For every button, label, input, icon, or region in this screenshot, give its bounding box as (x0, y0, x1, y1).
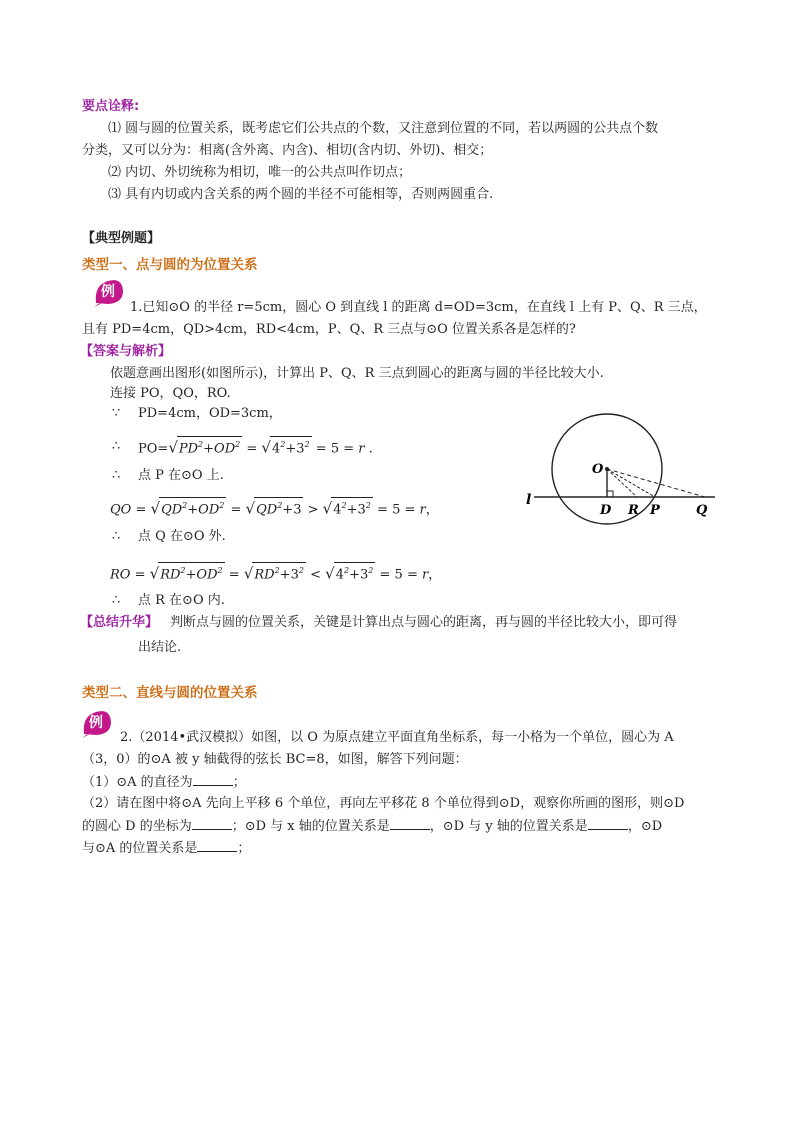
solution-step1: 依题意画出图形(如图所示)，计算出 P、Q、R 三点到圆心的距离与圆的半径比较大小. (110, 366, 604, 381)
segment-op (607, 469, 655, 497)
key-point-2: ⑵ 内切、外切统称为相切，唯一的公共点叫作切点； (108, 165, 412, 180)
label-o: O (592, 462, 604, 477)
answer-blank-y-axis[interactable] (588, 817, 628, 830)
type2-question-line1: 2.（2014•武汉模拟）如图，以 O 为原点建立平面直角坐标系，每一小格为一个单位，圆心为 A (120, 730, 674, 745)
key-points-title: 要点诠释: (82, 99, 140, 114)
summary-tag: 【总结升华】 (80, 615, 159, 630)
type1-question-line2: 且有 PD=4cm，QD>4cm，RD<4cm，P、Q、R 三点与⊙O 位置关系各是怎样的? (82, 322, 576, 337)
answer-tag: 【答案与解析】 (80, 344, 172, 359)
examples-header: 【典型例题】 (82, 231, 161, 246)
type2-part2-line3: 与⊙A 的位置关系是 ； (82, 841, 251, 856)
therefore-symbol-1: ∴ (112, 439, 121, 454)
answer-blank-diameter[interactable] (193, 773, 233, 786)
qo-formula: QO = $√QD^2+OD^2 = √QD^2+3 > √4^2+3^2 = 5 = r$， (110, 497, 439, 519)
answer-blank-x-axis[interactable] (390, 817, 430, 830)
answer-blank-center-d[interactable] (192, 817, 232, 830)
po-label: PO= (138, 441, 169, 457)
summary-line2: 出结论. (138, 640, 182, 655)
solution-p-on-circle: 点 P 在⊙O 上. (138, 468, 224, 483)
solution-q-outside: 点 Q 在⊙O 外. (138, 529, 226, 544)
type2-question-line2: （3，0）的⊙A 被 y 轴截得的弦长 BC=8，如图，解答下列问题： (82, 752, 468, 767)
therefore-symbol-2: ∴ (112, 468, 121, 483)
circle-line-figure (520, 410, 720, 530)
because-symbol: ∵ (112, 406, 121, 421)
label-l: l (526, 492, 532, 508)
type1-question-line1: 1.已知⊙O 的半径 r=5cm，圆心 O 到直线 l 的距离 d=OD=3cm，在直线 l 上有 P、Q、R 三点， (130, 300, 707, 315)
example-badge-label-2: 例 (89, 715, 103, 731)
therefore-symbol-4: ∴ (112, 593, 121, 608)
label-d: D (600, 503, 612, 518)
solution-r-inside: 点 R 在⊙O 内. (138, 593, 225, 608)
label-p: P (650, 503, 660, 518)
solution-step2: 连接 PO，QO，RO. (110, 386, 231, 401)
type1-title: 类型一、点与圆的为位置关系 (82, 257, 258, 273)
summary-line1: 判断点与圆的位置关系，关键是计算出点与圆心的距离，再与圆的半径比较大小，即可得 (170, 615, 678, 630)
label-r: R (628, 503, 639, 518)
right-angle-mark (607, 491, 613, 497)
solution-step3: PD=4cm，OD=3cm， (138, 406, 282, 421)
label-q: Q (696, 503, 708, 518)
ro-formula: RO = $√RD^2+OD^2 = √RD^2+3^2 < √4^2+3^2 = 5 = r$， (110, 562, 441, 584)
type2-part1: （1）⊙A 的直径为 ； (82, 775, 246, 790)
type2-part2-line2: 的圆心 D 的坐标为 ；⊙D 与 x 轴的位置关系是 ，⊙D 与 y 轴的位置关系是 ，⊙D (82, 819, 663, 834)
key-point-1-line2: 分类，又可以分为：相离(含外离、内含)、相切(含内切、外切)、相交； (82, 143, 493, 158)
answer-blank-circle-relation[interactable] (197, 839, 237, 852)
center-point (605, 467, 609, 471)
key-point-3: ⑶ 具有内切或内含关系的两个圆的半径不可能相等，否则两圆重合. (108, 187, 494, 202)
type2-title: 类型二、直线与圆的位置关系 (82, 685, 258, 701)
therefore-symbol-3: ∴ (112, 529, 121, 544)
example-badge-label: 例 (101, 284, 115, 300)
key-point-1-line1: ⑴ 圆与圆的位置关系，既考虑它们公共点的个数，又注意到位置的不同，若以两圆的公共点个数 (108, 121, 659, 136)
po-formula: $PO=√PD^2+OD^2 = √4^2+3^2 = 5 = r$ . (138, 436, 373, 458)
type2-part2-line1: （2）请在图中将⊙A 先向上平移 6 个单位，再向左平移花 8 个单位得到⊙D，观察你所画的图形，则⊙D (82, 796, 685, 811)
